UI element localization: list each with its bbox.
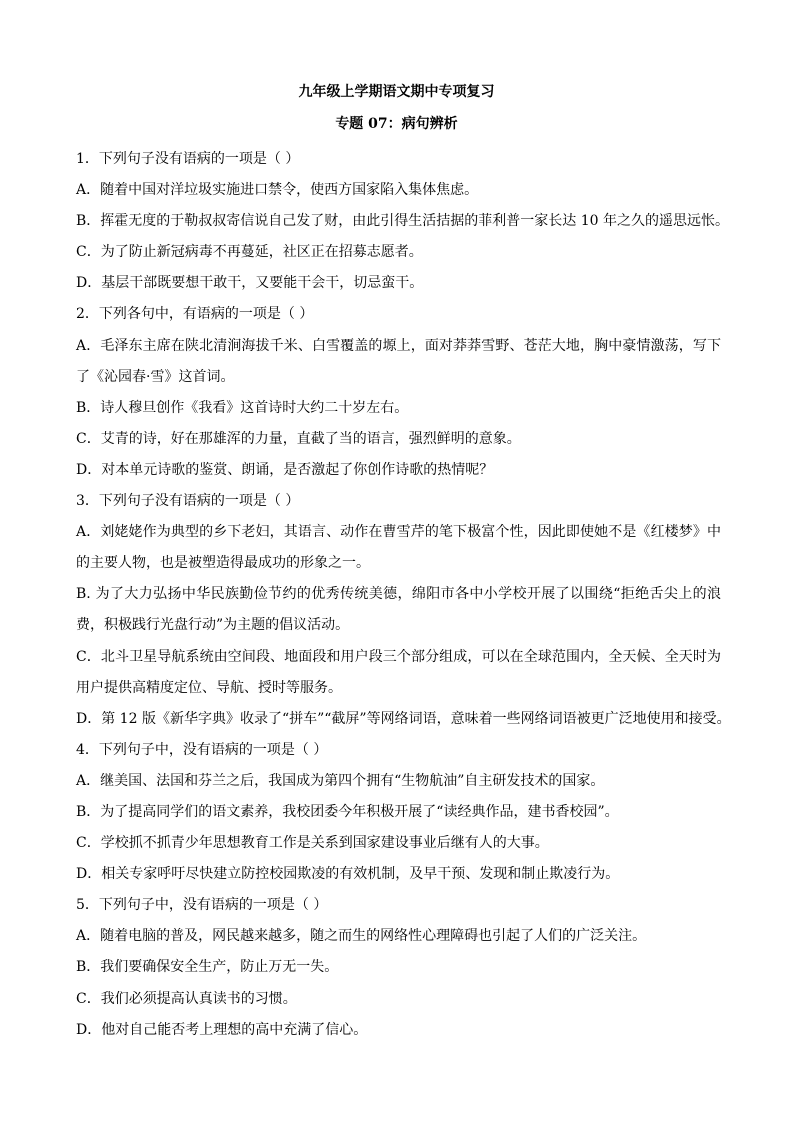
question-5-option-b: B．我们要确保安全生产，防止万无一失。: [76, 959, 339, 976]
question-3-option-d: D．第 12 版《新华字典》收录了“拼车”“截屏”等网络词语，意味着一些网络词语被更广泛地使用和接受。: [76, 710, 731, 727]
question-4-option-b: B．为了提高同学们的语文素养，我校团委今年积极开展了“读经典作品，建书香校园”。: [76, 803, 619, 820]
question-2-option-b: B．诗人穆旦创作《我看》这首诗时大约二十岁左右。: [76, 399, 409, 416]
document-subtitle: 专题 07：病句辨析: [335, 116, 458, 132]
question-3-option-a: A．刘姥姥作为典型的乡下老妇，其语言、动作在曹雪芹的笔下极富个性，因此即使她不是《红楼梦》中的主要人物，也是被塑造得最成功的形象之一。: [76, 524, 721, 572]
question-3-option-c: C．北斗卫星导航系统由空间段、地面段和用户段三个部分组成，可以在全球范围内，全天候、全天时为用户提供高精度定位、导航、授时等服务。: [76, 648, 721, 696]
question-2-option-c: C．艾青的诗，好在那雄浑的力量，直截了当的语言，强烈鲜明的意象。: [76, 430, 521, 447]
question-5-stem: 5．下列句子中，没有语病的一项是（ ）: [76, 897, 328, 914]
question-2-option-a: A．毛泽东主席在陕北清涧海拔千米、白雪覆盖的塬上，面对莽莽雪野、苍茫大地，胸中豪情激荡，写下了《沁园春·雪》这首词。: [76, 337, 721, 385]
question-5-option-c: C．我们必须提高认真读书的习惯。: [76, 990, 297, 1007]
question-2-option-d: D．对本单元诗歌的鉴赏、朗诵，是否激起了你创作诗歌的热情呢？: [76, 461, 494, 478]
document-title: 九年级上学期语文期中专项复习: [298, 84, 495, 100]
question-4-option-d: D．相关专家呼吁尽快建立防控校园欺凌的有效机制，及早干预、发现和制止欺凌行为。: [76, 866, 620, 883]
question-4-option-c: C．学校抓不抓青少年思想教育工作是关系到国家建设事业后继有人的大事。: [76, 835, 549, 852]
question-1-option-b: B．挥霍无度的于勒叔叔寄信说自己发了财，由此引得生活拮据的菲利普一家长达 10 年之久的遥思远怅。: [76, 213, 730, 230]
question-1-option-a: A．随着中国对洋垃圾实施进口禁令，使西方国家陷入集体焦虑。: [76, 182, 479, 199]
question-2-stem: 2．下列各句中，有语病的一项是（ ）: [76, 306, 314, 323]
question-1-option-d: D．基层干部既要想干敢干，又要能干会干，切忌蛮干。: [76, 275, 424, 292]
question-3-option-b: B. 为了大力弘扬中华民族勤俭节约的优秀传统美德，绵阳市各中小学校开展了以围绕“拒绝舌尖上的浪费，积极践行光盘行动”为主题的倡议活动。: [76, 586, 721, 634]
question-4-option-a: A．继美国、法国和芬兰之后，我国成为第四个拥有“生物航油”自主研发技术的国家。: [76, 772, 605, 789]
question-1-option-c: C．为了防止新冠病毒不再蔓延，社区正在招募志愿者。: [76, 244, 423, 261]
question-3-stem: 3．下列句子没有语病的一项是（ ）: [76, 493, 300, 510]
question-5-option-d: D．他对自己能否考上理想的高中充满了信心。: [76, 1021, 368, 1038]
question-4-stem: 4．下列句子中，没有语病的一项是（ ）: [76, 741, 328, 758]
question-1-stem: 1．下列句子没有语病的一项是（ ）: [76, 151, 300, 167]
question-5-option-a: A．随着电脑的普及，网民越来越多，随之而生的网络性心理障碍也引起了人们的广泛关注。: [76, 928, 647, 945]
question-list: [76, 144, 731, 1046]
